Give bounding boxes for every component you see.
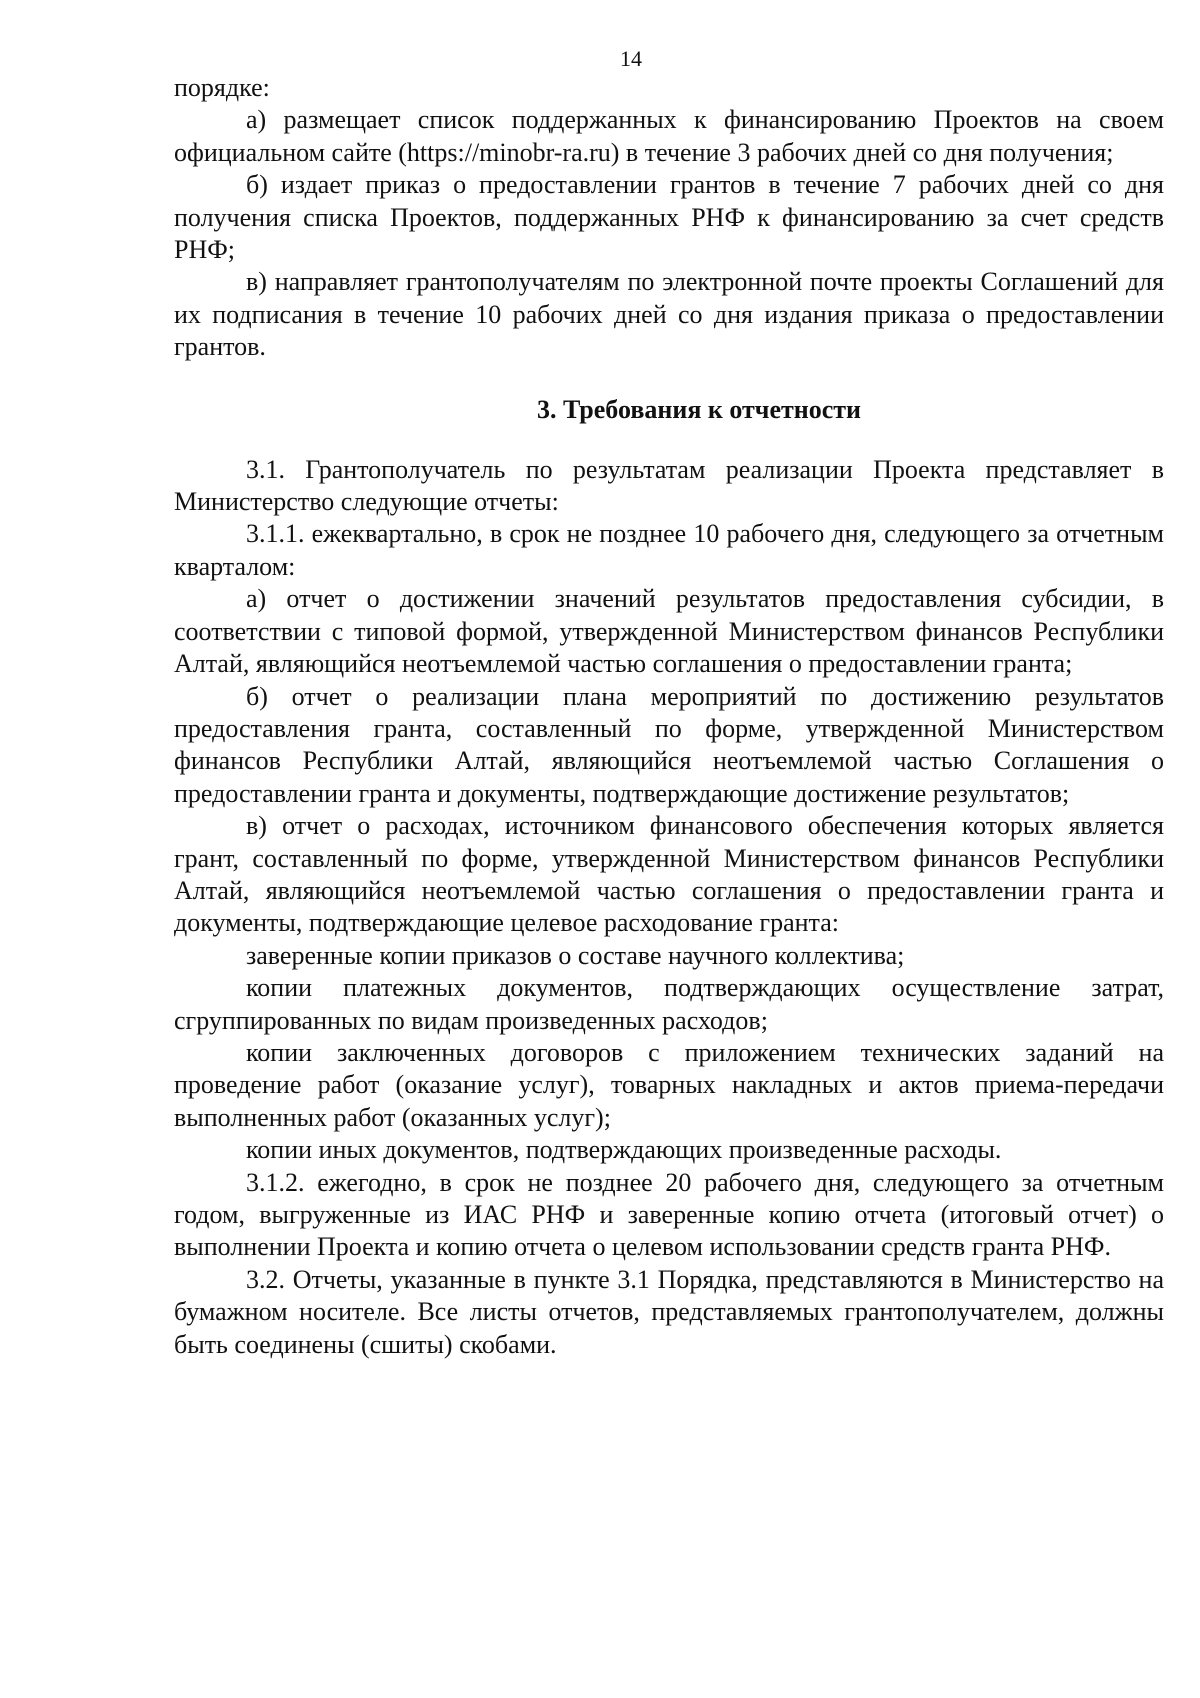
paragraph-3-1-2: 3.1.2. ежегодно, в срок не позднее 20 рабочего дня, следующего за отчетным годом, выгруженные из ИАС РНФ и заверенные копию отчета (итоговый отчет) о выполнении Проекта и копию отчета о целевом использовании средств гранта РНФ. (174, 1167, 1164, 1262)
paragraph-item-b: б) издает приказ о предоставлении грантов в течение 7 рабочих дней со дня получения списка Проектов, поддержанных РНФ к финансированию за счет средств РНФ; (174, 170, 1164, 265)
paragraph-3-2: 3.2. Отчеты, указанные в пункте 3.1 Порядка, представляются в Министерство на бумажном носителе. Все листы отчетов, представляемых грантополучателем, должны быть соединены (сшиты) скобами. (174, 1264, 1164, 1359)
section-heading: 3. Требования к отчетности (536, 394, 862, 424)
paragraph-contracts: копии заключенных договоров с приложением технических заданий на проведение работ (оказание услуг), товарных накладных и актов приема-передачи выполненных работ (оказанных услуг); (174, 1037, 1164, 1132)
paragraph-other-docs: копии иных документов, подтверждающих произведенные расходы. (246, 1135, 1002, 1165)
paragraph-orders-copies: заверенные копии приказов о составе научного коллектива; (246, 940, 905, 970)
paragraph-payment-docs: копии платежных документов, подтверждающих осуществление затрат, сгруппированных по видам произведенных расходов; (174, 973, 1164, 1035)
paragraph-continuation: порядке: (174, 73, 270, 102)
page-number: 14 (620, 46, 642, 71)
paragraph-3-1: 3.1. Грантополучатель по результатам реализации Проекта представляет в Министерство следующие отчеты: (174, 454, 1164, 517)
paragraph-report-v: в) отчет о расходах, источником финансового обеспечения которых является грант, составленный по форме, утвержденной Министерством финансов Республики Алтай, являющийся неотъемлемой частью соглашения о предоставлении гранта и документы, подтверждающие целевое расходование гранта: (174, 811, 1164, 938)
paragraph-report-a: а) отчет о достижении значений результатов предоставления субсидии, в соответствии с типовой формой, утвержденной Министерством финансов Республики Алтай, являющийся неотъемлемой частью соглашения о предоставлении гранта; (174, 584, 1164, 679)
paragraph-3-1-1: 3.1.1. ежеквартально, в срок не позднее 10 рабочего дня, следующего за отчетным кварталом: (174, 519, 1164, 581)
document-body (174, 72, 1164, 1361)
paragraph-item-v: в) направляет грантополучателям по электронной почте проекты Соглашений для их подписания в течение 10 рабочих дней со дня издания приказа о предоставлении грантов. (174, 267, 1164, 362)
paragraph-item-a: а) размещает список поддержанных к финансированию Проектов на своем официальном сайте (https://minobr-ra.ru) в течение 3 рабочих дней со дня получения; (174, 105, 1164, 167)
paragraph-report-b: б) отчет о реализации плана мероприятий по достижению результатов предоставления гранта, составленный по форме, утвержденной Министерством финансов Республики Алтай, являющийся неотъемлемой частью Соглашения о предоставлении гранта и документы, подтверждающие достижение результатов; (174, 681, 1164, 808)
